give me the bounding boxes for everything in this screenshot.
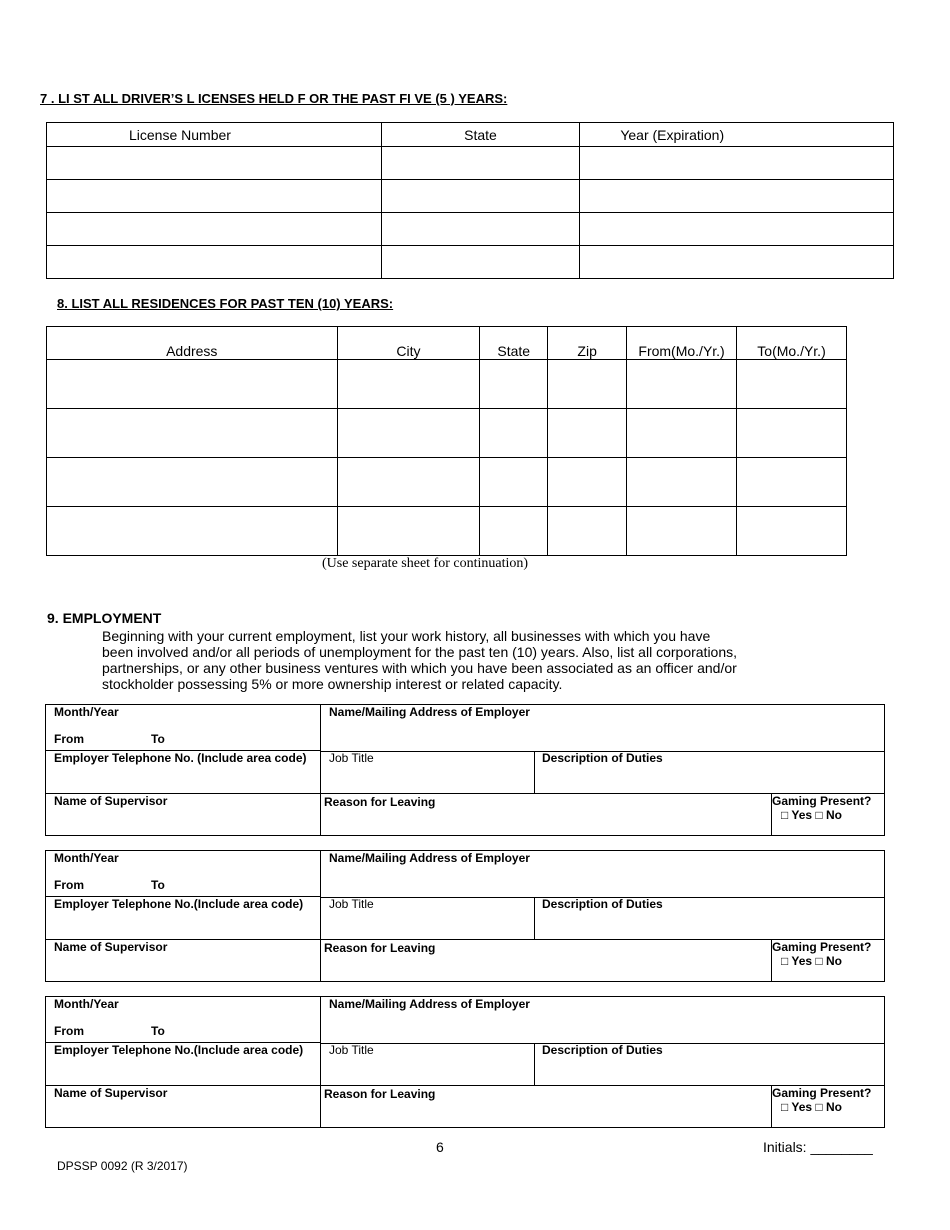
job-title-label: Job Title	[329, 897, 374, 911]
city-cell[interactable]	[337, 458, 480, 507]
year-cell[interactable]	[580, 180, 894, 213]
from-cell[interactable]	[627, 507, 737, 556]
section9-title: 9. EMPLOYMENT	[47, 610, 162, 626]
employer-telephone-label: Employer Telephone No.(Include area code)	[54, 897, 304, 911]
employment-block	[45, 996, 885, 1128]
from-cell[interactable]	[627, 458, 737, 507]
col-license-number: License Number	[47, 123, 382, 147]
to-cell[interactable]	[737, 507, 847, 556]
duties-label: Description of Duties	[542, 897, 663, 911]
col-to: To(Mo./Yr.)	[737, 327, 847, 360]
month-year-label: Month/Year	[54, 705, 119, 719]
gaming-present-label: Gaming Present?	[772, 940, 872, 954]
reason-for-leaving-label: Reason for Leaving	[324, 1087, 436, 1101]
license-number-cell[interactable]	[47, 213, 382, 246]
col-address: Address	[47, 327, 338, 360]
state-cell[interactable]	[381, 180, 580, 213]
to-cell[interactable]	[737, 360, 847, 409]
continuation-note: (Use separate sheet for continuation)	[322, 556, 529, 571]
month-year-label: Month/Year	[54, 997, 119, 1011]
form-id: DPSSP 0092 (R 3/2017)	[57, 1159, 188, 1173]
to-label: To	[151, 878, 165, 892]
table-row	[47, 360, 847, 409]
duties-label: Description of Duties	[542, 1043, 663, 1057]
city-cell[interactable]	[337, 409, 480, 458]
address-cell[interactable]	[47, 507, 338, 556]
to-label: To	[151, 732, 165, 746]
state-cell[interactable]	[480, 507, 548, 556]
from-cell[interactable]	[627, 409, 737, 458]
month-year-label: Month/Year	[54, 851, 119, 865]
address-cell[interactable]	[47, 458, 338, 507]
supervisor-label: Name of Supervisor	[54, 1086, 168, 1100]
table-row	[47, 507, 847, 556]
employer-telephone-label: Employer Telephone No. (Include area code)	[54, 751, 307, 765]
gaming-yes-no-checkboxes[interactable]: □ Yes □ No	[781, 808, 842, 822]
zip-cell[interactable]	[548, 360, 627, 409]
zip-cell[interactable]	[548, 458, 627, 507]
reason-for-leaving-label: Reason for Leaving	[324, 795, 436, 809]
state-cell[interactable]	[381, 213, 580, 246]
year-cell[interactable]	[580, 147, 894, 180]
from-label: From	[54, 1024, 84, 1038]
year-cell[interactable]	[580, 246, 894, 279]
address-cell[interactable]	[47, 409, 338, 458]
col-year-expiration: Year (Expiration)	[580, 123, 894, 147]
gaming-present-label: Gaming Present?	[772, 1086, 872, 1100]
zip-cell[interactable]	[548, 507, 627, 556]
from-label: From	[54, 878, 84, 892]
gaming-yes-no-checkboxes[interactable]: □ Yes □ No	[781, 954, 842, 968]
initials-field[interactable]: Initials: ________	[763, 1139, 873, 1155]
col-state: State	[381, 123, 580, 147]
col-city: City	[337, 327, 480, 360]
residences-table	[46, 326, 847, 556]
to-cell[interactable]	[737, 458, 847, 507]
section7-heading: 7 . LI ST ALL DRIVER’S L ICENSES HELD F OR THE PAST FI VE (5 ) YEARS:	[40, 91, 508, 106]
table-row	[47, 409, 847, 458]
employer-address-label: Name/Mailing Address of Employer	[329, 705, 530, 719]
employment-instructions: Beginning with your current employment, list your work history, all businesses with which you have been involved and/or all periods of unemployment for the past ten (10) years. Also, list all corporations, partnerships, or any other business ventures with which you have been associated as an officer and/or stockholder possessing 5% or more ownership interest or related capacity.	[102, 628, 738, 692]
from-label: From	[54, 732, 84, 746]
employer-address-label: Name/Mailing Address of Employer	[329, 997, 530, 1011]
license-number-cell[interactable]	[47, 147, 382, 180]
license-number-cell[interactable]	[47, 180, 382, 213]
gaming-present-label: Gaming Present?	[772, 794, 872, 808]
page-number: 6	[436, 1139, 444, 1155]
supervisor-label: Name of Supervisor	[54, 794, 168, 808]
state-cell[interactable]	[480, 458, 548, 507]
state-cell[interactable]	[480, 360, 548, 409]
zip-cell[interactable]	[548, 409, 627, 458]
employment-block	[45, 850, 885, 982]
table-row	[47, 147, 894, 180]
year-cell[interactable]	[580, 213, 894, 246]
table-row	[47, 213, 894, 246]
license-number-cell[interactable]	[47, 246, 382, 279]
city-cell[interactable]	[337, 507, 480, 556]
to-cell[interactable]	[737, 409, 847, 458]
col-from: From(Mo./Yr.)	[627, 327, 737, 360]
employment-block	[45, 704, 885, 836]
state-cell[interactable]	[381, 246, 580, 279]
address-cell[interactable]	[47, 360, 338, 409]
job-title-label: Job Title	[329, 1043, 374, 1057]
table-row	[47, 458, 847, 507]
reason-for-leaving-label: Reason for Leaving	[324, 941, 436, 955]
col-state: State	[480, 327, 548, 360]
job-title-label: Job Title	[329, 751, 374, 765]
state-cell[interactable]	[381, 147, 580, 180]
employer-address-label: Name/Mailing Address of Employer	[329, 851, 530, 865]
section8-heading: 8. LIST ALL RESIDENCES FOR PAST TEN (10) YEARS:	[57, 296, 394, 311]
duties-label: Description of Duties	[542, 751, 663, 765]
state-cell[interactable]	[480, 409, 548, 458]
from-cell[interactable]	[627, 360, 737, 409]
col-zip: Zip	[548, 327, 627, 360]
employer-telephone-label: Employer Telephone No.(Include area code)	[54, 1043, 304, 1057]
table-row	[47, 180, 894, 213]
supervisor-label: Name of Supervisor	[54, 940, 168, 954]
city-cell[interactable]	[337, 360, 480, 409]
licenses-table	[46, 122, 894, 279]
table-row	[47, 246, 894, 279]
to-label: To	[151, 1024, 165, 1038]
gaming-yes-no-checkboxes[interactable]: □ Yes □ No	[781, 1100, 842, 1114]
